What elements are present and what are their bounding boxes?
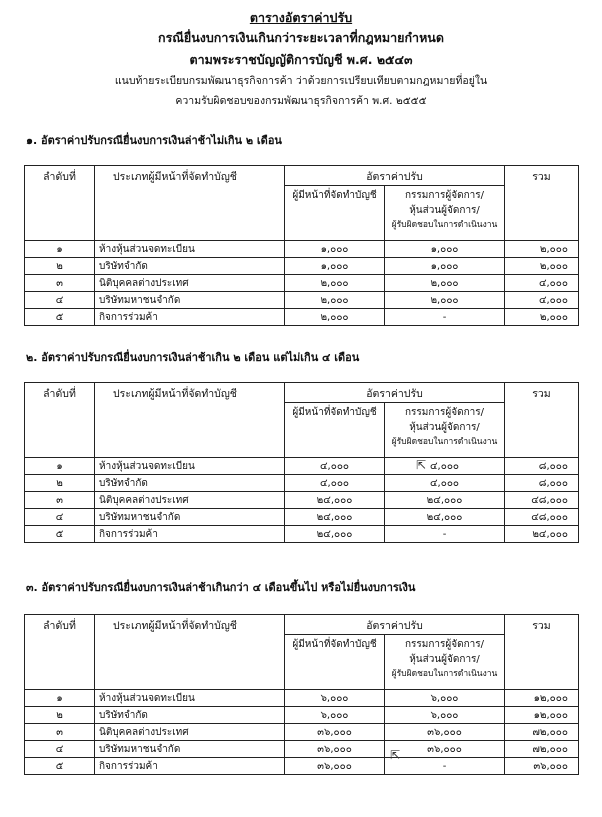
column-header-accountable xyxy=(285,635,385,690)
document-reference-line-2: ความรับผิดชอบของกรมพัฒนาธุรกิจการค้า พ.ศ. ๒๕๕๕ xyxy=(175,95,427,107)
table-header-row xyxy=(25,166,579,186)
row-type-cell: กิจการร่วมค้า xyxy=(95,758,285,775)
row-number-cell: ๑ xyxy=(25,458,95,475)
row-accountable-fine-cell: ๔,๐๐๐ xyxy=(285,458,385,475)
row-accountable-fine-cell: ๖,๐๐๐ xyxy=(285,707,385,724)
row-type-cell: บริษัทจำกัด xyxy=(95,258,285,275)
row-accountable-fine-cell: ๓๖,๐๐๐ xyxy=(285,724,385,741)
section-title: ๑. อัตราค่าปรับกรณียื่นงบการเงินล่าช้าไม่เกิน ๒ เดือน xyxy=(26,134,282,147)
row-number-cell: ๕ xyxy=(25,309,95,326)
row-number-cell: ๒ xyxy=(25,475,95,492)
subheader-label: ผู้มีหน้าที่จัดทำบัญชี xyxy=(292,639,377,650)
row-type-cell: นิติบุคคลต่างประเทศ xyxy=(95,275,285,292)
row-director-fine-cell: ๒,๐๐๐ xyxy=(385,292,505,309)
table-header-row xyxy=(25,383,579,403)
row-total-cell: ๔๘,๐๐๐ xyxy=(505,509,579,526)
row-accountable-fine-cell: ๒๔,๐๐๐ xyxy=(285,492,385,509)
table-row xyxy=(25,690,579,707)
row-total-cell: ๗๒,๐๐๐ xyxy=(505,724,579,741)
row-number-cell: ๔ xyxy=(25,741,95,758)
table-row xyxy=(25,258,579,275)
row-number-cell: ๔ xyxy=(25,509,95,526)
row-total-cell: ๒๔,๐๐๐ xyxy=(505,526,579,543)
column-header-no: ลำดับที่ xyxy=(25,383,95,458)
subheader-label: หุ้นส่วนผู้จัดการ/ xyxy=(409,422,480,433)
document-reference-line-1: แนบท้ายระเบียบกรมพัฒนาธุรกิจการค้า ว่าด้วยการเปรียบเทียบตามกฎหมายที่อยู่ใน xyxy=(114,75,488,87)
row-total-cell: ๑๒,๐๐๐ xyxy=(505,690,579,707)
row-total-cell: ๗๒,๐๐๐ xyxy=(505,741,579,758)
table-row xyxy=(25,526,579,543)
column-header-no: ลำดับที่ xyxy=(25,166,95,241)
row-director-fine-cell: ๓๖,๐๐๐ xyxy=(385,741,505,758)
subheader-label: ผู้รับผิดชอบในการดำเนินงาน xyxy=(391,220,498,230)
column-header-director xyxy=(385,635,505,690)
subheader-label: กรรมการผู้จัดการ/ xyxy=(404,639,485,650)
rate-table xyxy=(24,165,579,326)
row-type-cell: บริษัทมหาชนจำกัด xyxy=(95,741,285,758)
row-accountable-fine-cell: ๒,๐๐๐ xyxy=(285,292,385,309)
row-director-fine-cell: ๓๖,๐๐๐ xyxy=(385,724,505,741)
row-number-cell: ๒ xyxy=(25,258,95,275)
row-type-cell: นิติบุคคลต่างประเทศ xyxy=(95,492,285,509)
table-row xyxy=(25,707,579,724)
subheader-label: ผู้รับผิดชอบในการดำเนินงาน xyxy=(391,669,498,679)
row-total-cell: ๒,๐๐๐ xyxy=(505,258,579,275)
table-row xyxy=(25,492,579,509)
row-director-fine-cell: ๑,๐๐๐ xyxy=(385,241,505,258)
row-accountable-fine-cell: ๒๔,๐๐๐ xyxy=(285,526,385,543)
column-header-total: รวม xyxy=(505,166,579,241)
row-number-cell: ๕ xyxy=(25,526,95,543)
row-number-cell: ๓ xyxy=(25,492,95,509)
subheader-label: ผู้รับผิดชอบในการดำเนินงาน xyxy=(391,437,498,447)
row-type-cell: กิจการร่วมค้า xyxy=(95,309,285,326)
row-number-cell: ๓ xyxy=(25,724,95,741)
row-accountable-fine-cell: ๓๖,๐๐๐ xyxy=(285,741,385,758)
column-header-type: ประเภทผู้มีหน้าที่จัดทำบัญชี xyxy=(95,615,285,690)
row-director-fine-cell: ๖,๐๐๐ xyxy=(385,690,505,707)
document-act-line: ตามพระราชบัญญัติการบัญชี พ.ศ. ๒๕๔๓ xyxy=(189,52,413,67)
row-director-fine-cell: ๒๔,๐๐๐ xyxy=(385,509,505,526)
table-row xyxy=(25,241,579,258)
row-number-cell: ๓ xyxy=(25,275,95,292)
document-subtitle: กรณียื่นงบการเงินเกินกว่าระยะเวลาที่กฎหมายกำหนด xyxy=(158,30,444,45)
column-header-accountable xyxy=(285,403,385,458)
column-header-type: ประเภทผู้มีหน้าที่จัดทำบัญชี xyxy=(95,383,285,458)
row-type-cell: บริษัทจำกัด xyxy=(95,707,285,724)
row-type-cell: บริษัทมหาชนจำกัด xyxy=(95,509,285,526)
row-type-cell: บริษัทมหาชนจำกัด xyxy=(95,292,285,309)
row-total-cell: ๒,๐๐๐ xyxy=(505,241,579,258)
row-accountable-fine-cell: ๔,๐๐๐ xyxy=(285,475,385,492)
column-header-total: รวม xyxy=(505,615,579,690)
row-accountable-fine-cell: ๒๔,๐๐๐ xyxy=(285,509,385,526)
table-row xyxy=(25,741,579,758)
subheader-label: ผู้มีหน้าที่จัดทำบัญชี xyxy=(292,407,377,418)
table-row xyxy=(25,275,579,292)
table-row xyxy=(25,758,579,775)
row-number-cell: ๕ xyxy=(25,758,95,775)
row-total-cell: ๔,๐๐๐ xyxy=(505,292,579,309)
row-director-fine-cell: ๑,๐๐๐ xyxy=(385,258,505,275)
table-row xyxy=(25,724,579,741)
document-title: ตารางอัตราค่าปรับ xyxy=(249,10,353,25)
subheader-label: ผู้มีหน้าที่จัดทำบัญชี xyxy=(292,190,377,201)
row-number-cell: ๑ xyxy=(25,690,95,707)
column-header-rate: อัตราค่าปรับ xyxy=(285,615,505,635)
column-header-accountable xyxy=(285,186,385,241)
column-header-total: รวม xyxy=(505,383,579,458)
subheader-label: หุ้นส่วนผู้จัดการ/ xyxy=(409,654,480,665)
row-director-fine-cell: ๒,๐๐๐ xyxy=(385,275,505,292)
row-type-cell: นิติบุคคลต่างประเทศ xyxy=(95,724,285,741)
row-accountable-fine-cell: ๖,๐๐๐ xyxy=(285,690,385,707)
row-director-fine-cell: - xyxy=(385,758,505,775)
row-accountable-fine-cell: ๒,๐๐๐ xyxy=(285,275,385,292)
row-total-cell: ๔,๐๐๐ xyxy=(505,275,579,292)
mouse-cursor-icon: ⇱ xyxy=(390,748,401,762)
row-total-cell: ๒,๐๐๐ xyxy=(505,309,579,326)
table-row xyxy=(25,509,579,526)
column-header-director xyxy=(385,186,505,241)
row-director-fine-cell: ๒๔,๐๐๐ xyxy=(385,492,505,509)
row-accountable-fine-cell: ๑,๐๐๐ xyxy=(285,241,385,258)
row-total-cell: ๔๘,๐๐๐ xyxy=(505,492,579,509)
section-title: ๒. อัตราค่าปรับกรณียื่นงบการเงินล่าช้าเกิน ๒ เดือน แต่ไม่เกิน ๔ เดือน xyxy=(26,351,360,364)
mouse-cursor-icon: ⇱ xyxy=(416,458,427,472)
subheader-label: กรรมการผู้จัดการ/ xyxy=(404,407,485,418)
row-number-cell: ๒ xyxy=(25,707,95,724)
column-header-director xyxy=(385,403,505,458)
row-accountable-fine-cell: ๒,๐๐๐ xyxy=(285,309,385,326)
row-director-fine-cell: ๖,๐๐๐ xyxy=(385,707,505,724)
rate-table xyxy=(24,382,579,543)
row-director-fine-cell: ๔,๐๐๐ xyxy=(385,458,505,475)
row-type-cell: ห้างหุ้นส่วนจดทะเบียน xyxy=(95,458,285,475)
section-title: ๓. อัตราค่าปรับกรณียื่นงบการเงินล่าช้าเกินกว่า ๔ เดือนขึ้นไป หรือไม่ยื่นงบการเงิน xyxy=(26,581,416,594)
row-number-cell: ๑ xyxy=(25,241,95,258)
table-row xyxy=(25,475,579,492)
table-header-row xyxy=(25,615,579,635)
table-row xyxy=(25,458,579,475)
column-header-rate: อัตราค่าปรับ xyxy=(285,383,505,403)
subheader-label: กรรมการผู้จัดการ/ xyxy=(404,190,485,201)
row-number-cell: ๔ xyxy=(25,292,95,309)
column-header-rate: อัตราค่าปรับ xyxy=(285,166,505,186)
row-total-cell: ๓๖,๐๐๐ xyxy=(505,758,579,775)
row-total-cell: ๑๒,๐๐๐ xyxy=(505,707,579,724)
row-director-fine-cell: ๔,๐๐๐ xyxy=(385,475,505,492)
row-director-fine-cell: - xyxy=(385,526,505,543)
table-row xyxy=(25,292,579,309)
row-type-cell: ห้างหุ้นส่วนจดทะเบียน xyxy=(95,690,285,707)
rate-table xyxy=(24,614,579,775)
column-header-type: ประเภทผู้มีหน้าที่จัดทำบัญชี xyxy=(95,166,285,241)
row-director-fine-cell: - xyxy=(385,309,505,326)
row-accountable-fine-cell: ๓๖,๐๐๐ xyxy=(285,758,385,775)
row-total-cell: ๘,๐๐๐ xyxy=(505,458,579,475)
row-type-cell: กิจการร่วมค้า xyxy=(95,526,285,543)
row-accountable-fine-cell: ๑,๐๐๐ xyxy=(285,258,385,275)
table-row xyxy=(25,309,579,326)
subheader-label: หุ้นส่วนผู้จัดการ/ xyxy=(409,205,480,216)
row-type-cell: ห้างหุ้นส่วนจดทะเบียน xyxy=(95,241,285,258)
row-total-cell: ๘,๐๐๐ xyxy=(505,475,579,492)
column-header-no: ลำดับที่ xyxy=(25,615,95,690)
row-type-cell: บริษัทจำกัด xyxy=(95,475,285,492)
